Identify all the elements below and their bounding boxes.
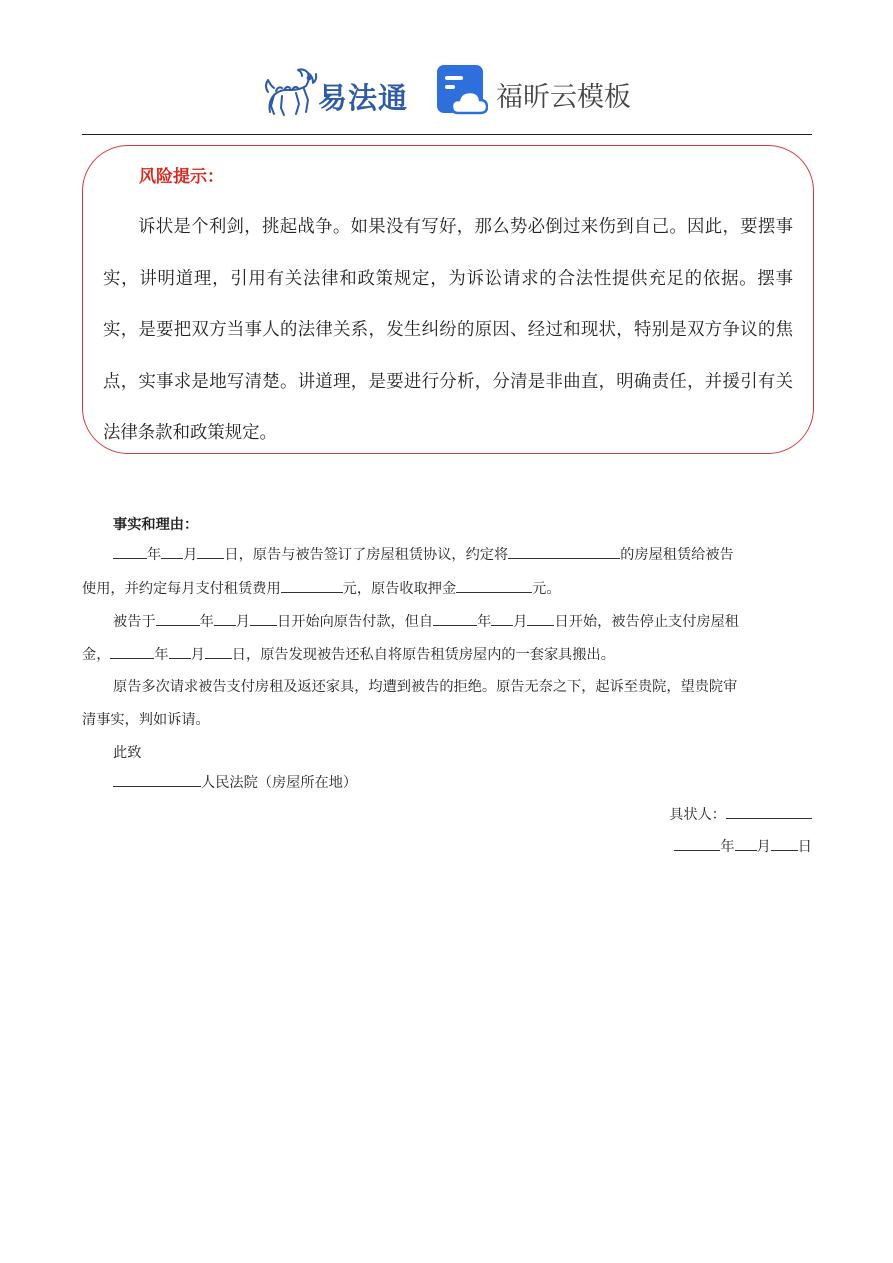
risk-notice-title: 风险提示：: [139, 167, 224, 187]
header-logos: [0, 58, 893, 124]
rent-amount-blank[interactable]: [281, 578, 343, 593]
sign-year-blank[interactable]: [674, 836, 720, 851]
paragraph-2-line-1: 被告于 年 月 日开始向原告付款，但自 年 月 日开始，被告停止支付房屋租: [82, 611, 739, 631]
paragraph-1-line-2: 使用，并约定每月支付租赁费用 元，原告收取押金 元。: [82, 578, 561, 598]
paragraph-1-line-1: 年 月 日，原告与被告签订了房屋租赁协议，约定将 的房屋租赁给被告: [82, 544, 734, 564]
payment-start-year-blank[interactable]: [156, 611, 200, 626]
yifatong-logo-text: 易法通: [318, 81, 409, 115]
signer-line: 具状人：: [669, 804, 812, 824]
signer-blank[interactable]: [726, 804, 812, 819]
fuxin-logo: [436, 64, 636, 120]
discovery-year-blank[interactable]: [110, 644, 154, 659]
deposit-blank[interactable]: [456, 578, 532, 593]
risk-notice-box: [82, 145, 814, 454]
fuxin-logo-text: 福昕云模板: [496, 82, 631, 113]
day-blank[interactable]: [197, 544, 224, 559]
year-blank[interactable]: [113, 544, 147, 559]
payment-start-month-blank[interactable]: [214, 611, 236, 626]
paragraph-3-line-1: 原告多次请求被告支付房租及返还家具，均遭到被告的拒绝。原告无奈之下，起诉至贵院，望贵院审: [113, 679, 738, 695]
qilin-icon: [262, 62, 320, 120]
discovery-month-blank[interactable]: [169, 644, 191, 659]
stop-year-blank[interactable]: [433, 611, 477, 626]
yifatong-logo: [262, 62, 412, 120]
facts-reasons-heading: 事实和理由：: [113, 517, 199, 533]
sign-day-blank[interactable]: [771, 836, 798, 851]
stop-month-blank[interactable]: [491, 611, 513, 626]
court-name-blank[interactable]: [113, 772, 201, 787]
header-divider: [82, 134, 812, 135]
property-blank[interactable]: [508, 544, 620, 559]
court-line: 人民法院（房屋所在地）: [82, 772, 357, 792]
cloud-template-icon: [436, 64, 488, 116]
sign-month-blank[interactable]: [735, 836, 757, 851]
risk-notice-body: 诉状是个利剑，挑起战争。如果没有写好，那么势必倒过来伤到自己。因此，要摆事实，讲明道理，引用有关法律和政策规定，为诉讼请求的合法性提供充足的依据。摆事实，是要把双方当事人的法律关系，发生纠纷的原因、经过和现状，特别是双方争议的焦点，实事求是地写清楚。讲道理，是要进行分析，分清是非曲直，明确责任，并援引有关法律条款和政策规定。: [103, 217, 793, 443]
signature-date: 年 月 日: [674, 836, 812, 856]
stop-day-blank[interactable]: [527, 611, 554, 626]
paragraph-2-line-2: 金， 年 月 日，原告发现被告还私自将原告租赁房屋内的一套家具搬出。: [82, 644, 615, 664]
month-blank[interactable]: [161, 544, 183, 559]
payment-start-day-blank[interactable]: [250, 611, 277, 626]
paragraph-3-line-2: 清事实，判如诉请。: [82, 712, 210, 728]
discovery-day-blank[interactable]: [205, 644, 232, 659]
closing-salutation: 此致: [113, 745, 142, 761]
